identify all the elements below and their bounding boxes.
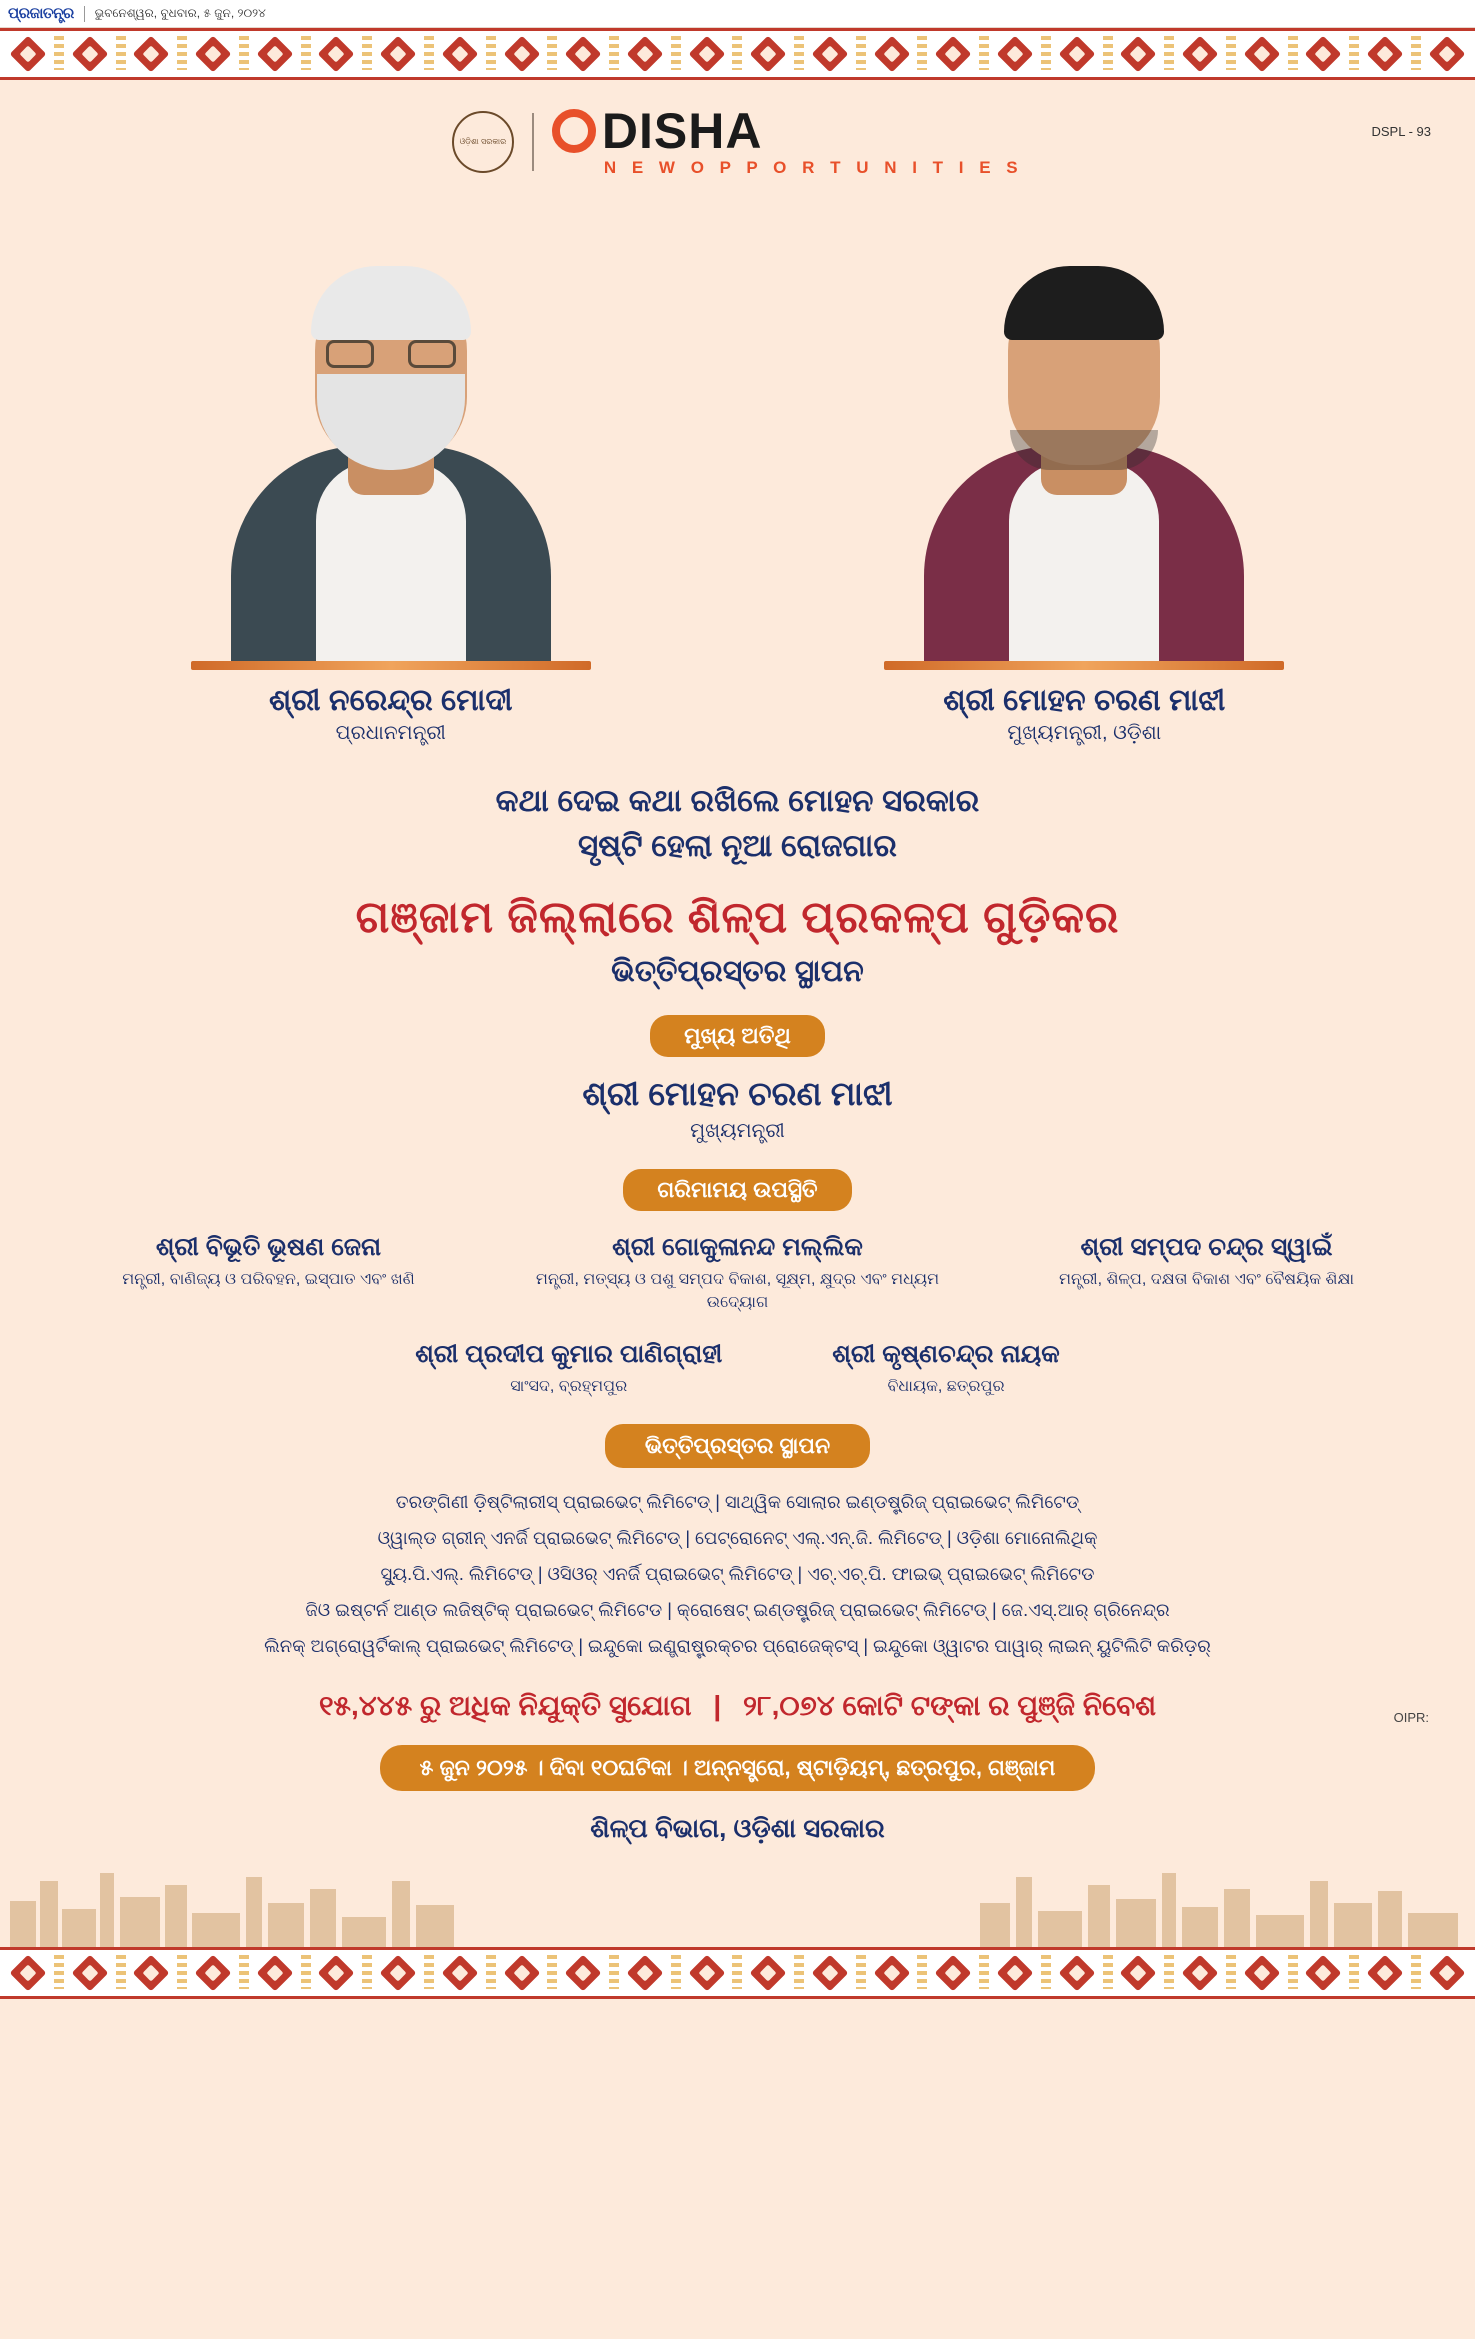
dignitary-role: ମନ୍ତ୍ରୀ, ମତ୍ସ୍ୟ ଓ ପଶୁ ସମ୍ପଦ ବିକାଶ, ସୂକ୍ଷ୍ମ, କ୍ଷୁଦ୍ର ଏବଂ ମଧ୍ୟମ ଉଦ୍ୟୋଗ (535, 1270, 940, 1312)
diamond-motif-icon (68, 1955, 112, 1991)
border-spacer (1349, 36, 1359, 70)
border-spacer (116, 36, 126, 70)
diamond-motif-icon (623, 36, 667, 72)
leader-card-cm (849, 200, 1319, 745)
skyline-building (62, 1909, 96, 1947)
dignitaries-row-2 (44, 1340, 1431, 1398)
border-spacer (1411, 1955, 1421, 1989)
border-spacer (1041, 36, 1051, 70)
diamond-motif-icon (68, 36, 112, 72)
border-spacer (54, 36, 64, 70)
border-spacer (301, 36, 311, 70)
dignitary-name: ଶ୍ରୀ ଗୋକୁଳାନନ୍ଦ ମଲ୍ଲିକ (612, 1232, 863, 1261)
border-spacer (609, 36, 619, 70)
diamond-motif-icon (1363, 36, 1407, 72)
company-line: ସ୍ୟୁ.ପି.ଏଲ୍. ଲିମିଟେଡ୍ | ଓସିଓର୍ ଏନର୍ଜି ପ୍ରାଇଭେଟ୍ ଲିମିଟେଡ୍ | ଏଚ୍.ଏଚ୍.ପି. ଫାଇଭ୍ ପ୍ରାଇଭେଟ୍ ଲିମିଟେଡ (380, 1564, 1095, 1585)
border-spacer (239, 36, 249, 70)
odisha-tagline: N E W O P P O R T U N I T I E S (603, 158, 1024, 177)
odisha-wordmark (552, 103, 1023, 159)
skyline-tower (1224, 1889, 1250, 1947)
diamond-motif-icon (1116, 36, 1160, 72)
skyline-building (1116, 1899, 1156, 1947)
stat-divider: | (713, 1690, 722, 1722)
logo-divider (532, 113, 534, 171)
border-spacer (362, 1955, 372, 1989)
dignitary-name: ଶ୍ରୀ ବିଭୂତି ଭୂଷଣ ଜେନା (155, 1232, 382, 1261)
portrait-beard (1010, 430, 1158, 470)
diamond-motif-icon (1301, 36, 1345, 72)
company-line: ଜିଓ ଇଷ୍ଟର୍ନ ଆଣ୍ଡ ଲଜିଷ୍ଟିକ୍ ପ୍ରାଇଭେଟ୍ ଲିମିଟେଡ | କ୍ରୋଷେଟ୍ ଇଣ୍ଡଷ୍ଟ୍ରିଜ୍ ପ୍ରାଇଭେଟ୍ ଲିମିଟେଡ୍ | ଜେ.ଏସ୍.ଆର୍ ଗ୍ରିନେନ୍ଦ୍ର (305, 1600, 1170, 1621)
decorative-diamond-row (0, 36, 1475, 72)
diamond-motif-icon (1178, 36, 1222, 72)
diamond-motif-icon (1116, 1955, 1160, 1991)
diamond-motif-icon (191, 1955, 235, 1991)
leaders-section (44, 200, 1431, 745)
diamond-motif-icon (1425, 1955, 1469, 1991)
diamond-motif-icon (931, 36, 975, 72)
leader-portrait-pm (156, 200, 626, 670)
skyline-tower (165, 1885, 187, 1947)
border-spacer (177, 36, 187, 70)
masthead-dateline: ଭୁବନେଶ୍ୱର, ବୁଧବାର, ୫ ଜୁନ, ୨୦୨୪ (94, 6, 266, 20)
diamond-motif-icon (129, 1955, 173, 1991)
investment-stat: ୨୮,୦୭୪ କୋଟି ଟଙ୍କା ର ପୁଞ୍ଜି ନିବେଶ (743, 1690, 1157, 1722)
dignitary-card (832, 1340, 1060, 1398)
skyline-chimney (1162, 1873, 1176, 1947)
dignitaries-row-1 (44, 1233, 1431, 1314)
diamond-motif-icon (685, 36, 729, 72)
skyline-tower (310, 1889, 336, 1947)
dignitary-card (44, 1233, 493, 1314)
skyline-building (980, 1903, 1010, 1947)
diamond-motif-icon (746, 1955, 790, 1991)
key-statistics (44, 1690, 1431, 1726)
dignitary-role: ସାଂସଦ, ବ୍ରହ୍ମପୁର (510, 1378, 628, 1396)
border-spacer (116, 1955, 126, 1989)
skyline-chimney (246, 1877, 262, 1947)
project-company-list (44, 1484, 1431, 1664)
leader-role: ପ୍ରଧାନମନ୍ତ୍ରୀ (335, 722, 446, 744)
diamond-motif-icon (129, 36, 173, 72)
portrait-hair (1004, 266, 1164, 340)
skyline-tower (1378, 1891, 1402, 1947)
border-spacer (1164, 36, 1174, 70)
border-spacer (732, 36, 742, 70)
chief-guest-pill: ମୁଖ୍ୟ ଅତିଥି (650, 1015, 825, 1057)
dignitary-role: ମନ୍ତ୍ରୀ, ବାଣିଜ୍ୟ ଓ ପରିବହନ, ଇସ୍ପାତ ଏବଂ ଖଣି (122, 1270, 415, 1288)
event-subheadline: ଭିତ୍ତିପ୍ରସ୍ତର ସ୍ଥାପନ (611, 954, 864, 988)
diamond-motif-icon (500, 36, 544, 72)
border-spacer (424, 36, 434, 70)
diamond-motif-icon (438, 36, 482, 72)
dignitaries-pill: ଗରିମାମୟ ଉପସ୍ଥିତି (623, 1169, 851, 1211)
portrait-figure (919, 230, 1249, 670)
dignitary-name: ଶ୍ରୀ ପ୍ରଦୀପ କୁମାର ପାଣିଗ୍ରାହୀ (415, 1340, 723, 1369)
odisha-o-ring-icon (552, 109, 596, 153)
border-spacer (1226, 36, 1236, 70)
diamond-motif-icon (438, 1955, 482, 1991)
leader-name: ଶ୍ରୀ ନରେନ୍ଦ୍ର ମୋଦୀ (268, 684, 513, 717)
border-spacer (917, 1955, 927, 1989)
skyline-chimney (392, 1881, 410, 1947)
border-spacer (979, 1955, 989, 1989)
oipr-code: OIPR: (1393, 1710, 1429, 1726)
portrait-figure (226, 230, 556, 670)
slogan-line-1: କଥା ଦେଇ କଥା ରଖିଲେ ମୋହନ ସରକାର (495, 783, 980, 818)
leader-role: ମୁଖ୍ୟମନ୍ତ୍ରୀ, ଓଡ଼ିଶା (1007, 722, 1162, 744)
diamond-motif-icon (1178, 1955, 1222, 1991)
diamond-motif-icon (1425, 36, 1469, 72)
diamond-motif-icon (1240, 36, 1284, 72)
border-spacer (54, 1955, 64, 1989)
venue-datetime-pill: ୫ ଜୁନ ୨୦୨୫ । ଦିବା ୧୦ଘଟିକା । ଅନ୍ନସ୍ତ୍ରୋ, ଷ୍ଟାଡ଼ିୟମ୍, ଛତ୍ରପୁର, ଗଞ୍ଜାମ (380, 1745, 1096, 1791)
skyline-building (416, 1905, 454, 1947)
diamond-motif-icon (931, 1955, 975, 1991)
diamond-motif-icon (561, 1955, 605, 1991)
diamond-motif-icon (993, 36, 1037, 72)
projects-pill: ଭିତ୍ତିପ୍ରସ୍ତର ସ୍ଥାପନ (605, 1424, 870, 1468)
advertisement-body (0, 103, 1475, 1845)
border-spacer (917, 36, 927, 70)
border-spacer (362, 36, 372, 70)
skyline-building (268, 1903, 304, 1947)
border-spacer (979, 36, 989, 70)
diamond-motif-icon (191, 36, 235, 72)
masthead-divider (84, 6, 85, 22)
border-spacer (1103, 1955, 1113, 1989)
diamond-motif-icon (623, 1955, 667, 1991)
industrial-skyline-graphic (0, 1855, 1475, 1947)
border-spacer (301, 1955, 311, 1989)
skyline-building (120, 1897, 160, 1947)
border-spacer (486, 1955, 496, 1989)
diamond-motif-icon (1240, 1955, 1284, 1991)
border-spacer (424, 1955, 434, 1989)
odisha-brand-lockup (552, 103, 1024, 178)
diamond-motif-icon (808, 36, 852, 72)
border-spacer (856, 1955, 866, 1989)
leader-name: ଶ୍ରୀ ମୋହନ ଚରଣ ମାଝୀ (943, 684, 1226, 717)
border-spacer (1411, 36, 1421, 70)
border-spacer (671, 1955, 681, 1989)
newspaper-masthead-strip (0, 0, 1475, 28)
top-decorative-border (0, 28, 1475, 80)
skyline-building (192, 1913, 240, 1947)
border-spacer (239, 1955, 249, 1989)
diamond-motif-icon (253, 1955, 297, 1991)
dignitary-name: ଶ୍ରୀ ସମ୍ପଦ ଚନ୍ଦ୍ର ସ୍ୱାଇଁ (1080, 1232, 1333, 1261)
skyline-tower (40, 1881, 58, 1947)
skyline-building (1256, 1915, 1304, 1947)
skyline-building (1038, 1911, 1082, 1947)
border-spacer (1288, 36, 1298, 70)
department-footer: ଶିଳ୍ପ ବିଭାଗ, ଓଡ଼ିଶା ସରକାର (590, 1813, 885, 1844)
company-line: ଲିନକ୍ ଅଗ୍ରୋୱର୍ଟିକାଲ୍ ପ୍ରାଇଭେଟ୍ ଲିମିଟେଡ୍ | ଇନ୍ଦୁକୋ ଇଣ୍ଡ୍ରାଷ୍ଟ୍ରକ୍ଚର ପ୍ରୋଜେକ୍ଟସ୍ | ଇନ୍ଦୁକୋ ଓ୍ୱାଟର ପାୱାର୍ ଲାଇନ୍ ୟୁଟିଲିଟି କରିଡ଼ର୍ (264, 1636, 1211, 1657)
odisha-brand-header (44, 103, 1431, 178)
diamond-motif-icon (1055, 1955, 1099, 1991)
dignitary-name: ଶ୍ରୀ କୃଷ୍ଣଚନ୍ଦ୍ର ନାୟକ (832, 1340, 1060, 1369)
border-spacer (609, 1955, 619, 1989)
dignitary-role: ମନ୍ତ୍ରୀ, ଶିଳ୍ପ, ଦକ୍ଷତା ବିକାଶ ଏବଂ ବୈଷୟିକ ଶିକ୍ଷା (1058, 1270, 1355, 1288)
skyline-building (342, 1917, 386, 1947)
skyline-building (10, 1901, 36, 1947)
skyline-building (1408, 1913, 1458, 1947)
diamond-motif-icon (1363, 1955, 1407, 1991)
diamond-motif-icon (870, 36, 914, 72)
chief-guest-role: ମୁଖ୍ୟମନ୍ତ୍ରୀ (690, 1119, 785, 1142)
border-spacer (1164, 1955, 1174, 1989)
border-spacer (1041, 1955, 1051, 1989)
dignitary-role: ବିଧାୟକ, ଛତ୍ରପୁର (887, 1378, 1005, 1396)
bottom-decorative-border (0, 1947, 1475, 1999)
event-headline: ଗଞ୍ଜାମ ଜିଲ୍ଲାରେ ଶିଳ୍ପ ପ୍ରକଳ୍ପ ଗୁଡ଼ିକର (355, 892, 1120, 942)
company-line: ଓ୍ୱାଲ୍ଡ ଗ୍ରୀନ୍ ଏନର୍ଜି ପ୍ରାଇଭେଟ୍ ଲିମିଟେଡ୍ | ପେଟ୍ରୋନେଟ୍ ଏଲ୍.ଏନ୍.ଜି. ଲିମିଟେଡ୍ | ଓଡ଼ିଶା ମୋନୋଲିଥିକ୍ (377, 1528, 1098, 1549)
border-spacer (794, 36, 804, 70)
skyline-building (1334, 1903, 1372, 1947)
diamond-motif-icon (6, 36, 50, 72)
border-spacer (671, 36, 681, 70)
skyline-chimney (100, 1873, 114, 1947)
decorative-diamond-row (0, 1955, 1475, 1991)
diamond-motif-icon (808, 1955, 852, 1991)
border-spacer (547, 1955, 557, 1989)
company-line: ତରଙ୍ଗିଣୀ ଡ଼ିଷ୍ଟିଲାରୀସ୍ ପ୍ରାଇଭେଟ୍ ଲିମିଟେଡ୍ | ସାଥ୍ୱିକ ସୋଲାର ଇଣ୍ଡଷ୍ଟ୍ରିଜ୍ ପ୍ରାଇଭେଟ୍ ଲିମିଟେଡ୍ (395, 1492, 1080, 1513)
diamond-motif-icon (1301, 1955, 1345, 1991)
advert-code: DSPL - 93 (1371, 124, 1431, 139)
border-spacer (732, 1955, 742, 1989)
border-spacer (486, 36, 496, 70)
odisha-wordmark-text: DISHA (601, 103, 763, 159)
border-spacer (547, 36, 557, 70)
border-spacer (1288, 1955, 1298, 1989)
border-spacer (1103, 36, 1113, 70)
diamond-motif-icon (314, 36, 358, 72)
border-spacer (794, 1955, 804, 1989)
newspaper-logo: ପ୍ରଜାତନ୍ତ୍ର (8, 5, 74, 22)
border-spacer (1349, 1955, 1359, 1989)
portrait-pedestal (884, 661, 1284, 670)
diamond-motif-icon (993, 1955, 1037, 1991)
portrait-hair (311, 266, 471, 340)
dignitary-card (415, 1340, 722, 1398)
diamond-motif-icon (376, 1955, 420, 1991)
skyline-building (1182, 1907, 1218, 1947)
diamond-motif-icon (1055, 36, 1099, 72)
dignitary-card (982, 1233, 1431, 1314)
diamond-motif-icon (870, 1955, 914, 1991)
portrait-glasses-icon (326, 340, 456, 370)
diamond-motif-icon (376, 36, 420, 72)
portrait-pedestal (191, 661, 591, 670)
employment-stat: ୧୫,୪୪୫ ରୁ ଅଧିକ ନିଯୁକ୍ତି ସୁଯୋଗ (318, 1690, 692, 1722)
diamond-motif-icon (6, 1955, 50, 1991)
leader-portrait-cm (849, 200, 1319, 670)
leader-card-pm (156, 200, 626, 745)
diamond-motif-icon (253, 36, 297, 72)
dignitary-card (513, 1233, 962, 1314)
border-spacer (856, 36, 866, 70)
diamond-motif-icon (500, 1955, 544, 1991)
slogan-line-2: ସୃଷ୍ଟି ହେଲା ନୂଆ ରୋଜଗାର (578, 827, 897, 863)
skyline-chimney (1310, 1881, 1328, 1947)
border-spacer (1226, 1955, 1236, 1989)
border-spacer (177, 1955, 187, 1989)
odisha-government-emblem-icon: ଓଡ଼ିଶା ସରକାର (452, 111, 514, 173)
diamond-motif-icon (685, 1955, 729, 1991)
slogan-block (44, 779, 1431, 869)
chief-guest-name: ଶ୍ରୀ ମୋହନ ଚରଣ ମାଝୀ (582, 1074, 893, 1112)
diamond-motif-icon (561, 36, 605, 72)
diamond-motif-icon (746, 36, 790, 72)
skyline-tower (1088, 1885, 1110, 1947)
skyline-chimney (1016, 1877, 1032, 1947)
diamond-motif-icon (314, 1955, 358, 1991)
